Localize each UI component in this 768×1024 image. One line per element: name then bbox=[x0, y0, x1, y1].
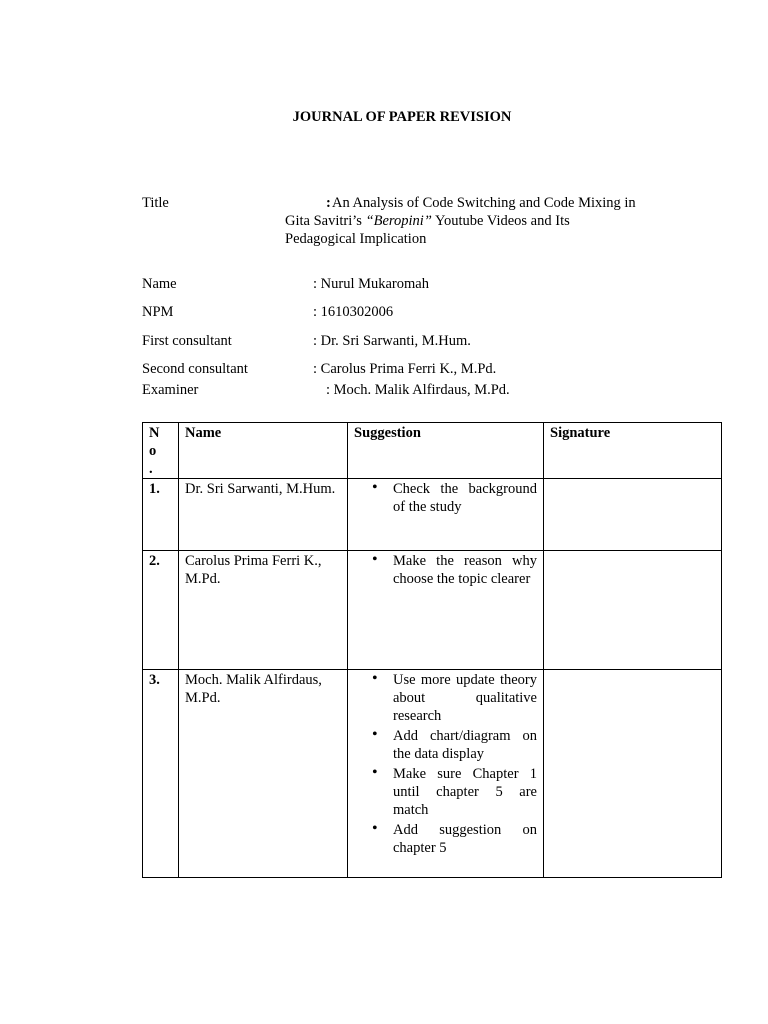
title-colon: : bbox=[326, 195, 331, 211]
suggestion-item: • Make sure Chapter 1 until chapter 5 are match bbox=[348, 765, 543, 819]
suggestion-item: • Check the background of the study bbox=[348, 480, 543, 516]
second-consultant-value: : Carolus Prima Ferri K., M.Pd. bbox=[313, 361, 497, 377]
npm-label: NPM bbox=[142, 304, 174, 320]
title-value-line3: Pedagogical Implication bbox=[285, 231, 427, 247]
row-number: 1. bbox=[143, 479, 179, 551]
row-name: Moch. Malik Alfirdaus, M.Pd. bbox=[179, 670, 348, 878]
page-title: JOURNAL OF PAPER REVISION bbox=[292, 109, 512, 125]
header-name: Name bbox=[179, 423, 348, 479]
examiner-value: : Moch. Malik Alfirdaus, M.Pd. bbox=[326, 382, 510, 398]
npm-value: : 1610302006 bbox=[313, 304, 394, 320]
title-value-line1: An Analysis of Code Switching and Code Mixing in bbox=[332, 195, 636, 211]
first-consultant-value: : Dr. Sri Sarwanti, M.Hum. bbox=[313, 333, 471, 349]
row-signature bbox=[544, 670, 722, 878]
examiner-label: Examiner bbox=[142, 382, 199, 398]
row-name: Dr. Sri Sarwanti, M.Hum. bbox=[179, 479, 348, 551]
suggestion-item: • Add chart/diagram on the data display bbox=[348, 727, 543, 763]
row-number: 2. bbox=[143, 551, 179, 670]
first-consultant-label: First consultant bbox=[142, 333, 232, 349]
title-value-line2 bbox=[285, 213, 570, 230]
header-suggestion: Suggestion bbox=[348, 423, 544, 479]
title-value-italic: “Beropini” bbox=[365, 213, 432, 229]
row-suggestions bbox=[348, 670, 544, 878]
table-row bbox=[143, 551, 722, 670]
title-value-line2-post: Youtube Videos and Its bbox=[431, 213, 570, 229]
suggestion-item: • Add suggestion on chapter 5 bbox=[348, 821, 543, 857]
table-row bbox=[143, 670, 722, 878]
row-number: 3. bbox=[143, 670, 179, 878]
name-value: : Nurul Mukaromah bbox=[313, 276, 429, 292]
row-signature bbox=[544, 479, 722, 551]
title-label: Title bbox=[142, 195, 169, 211]
title-value-line2-pre: Gita Savitri’s bbox=[285, 213, 366, 229]
suggestion-item: • Make the reason why choose the topic clearer bbox=[348, 552, 543, 588]
table-header-row bbox=[143, 423, 722, 479]
header-no: No . bbox=[143, 423, 179, 479]
row-name: Carolus Prima Ferri K., M.Pd. bbox=[179, 551, 348, 670]
row-suggestions bbox=[348, 551, 544, 670]
second-consultant-label: Second consultant bbox=[142, 361, 248, 377]
suggestion-item: • Use more update theory about qualitative research bbox=[348, 671, 543, 725]
header-signature: Signature bbox=[544, 423, 722, 479]
name-label: Name bbox=[142, 276, 177, 292]
revision-table bbox=[142, 422, 722, 878]
row-signature bbox=[544, 551, 722, 670]
table-row bbox=[143, 479, 722, 551]
row-suggestions bbox=[348, 479, 544, 551]
